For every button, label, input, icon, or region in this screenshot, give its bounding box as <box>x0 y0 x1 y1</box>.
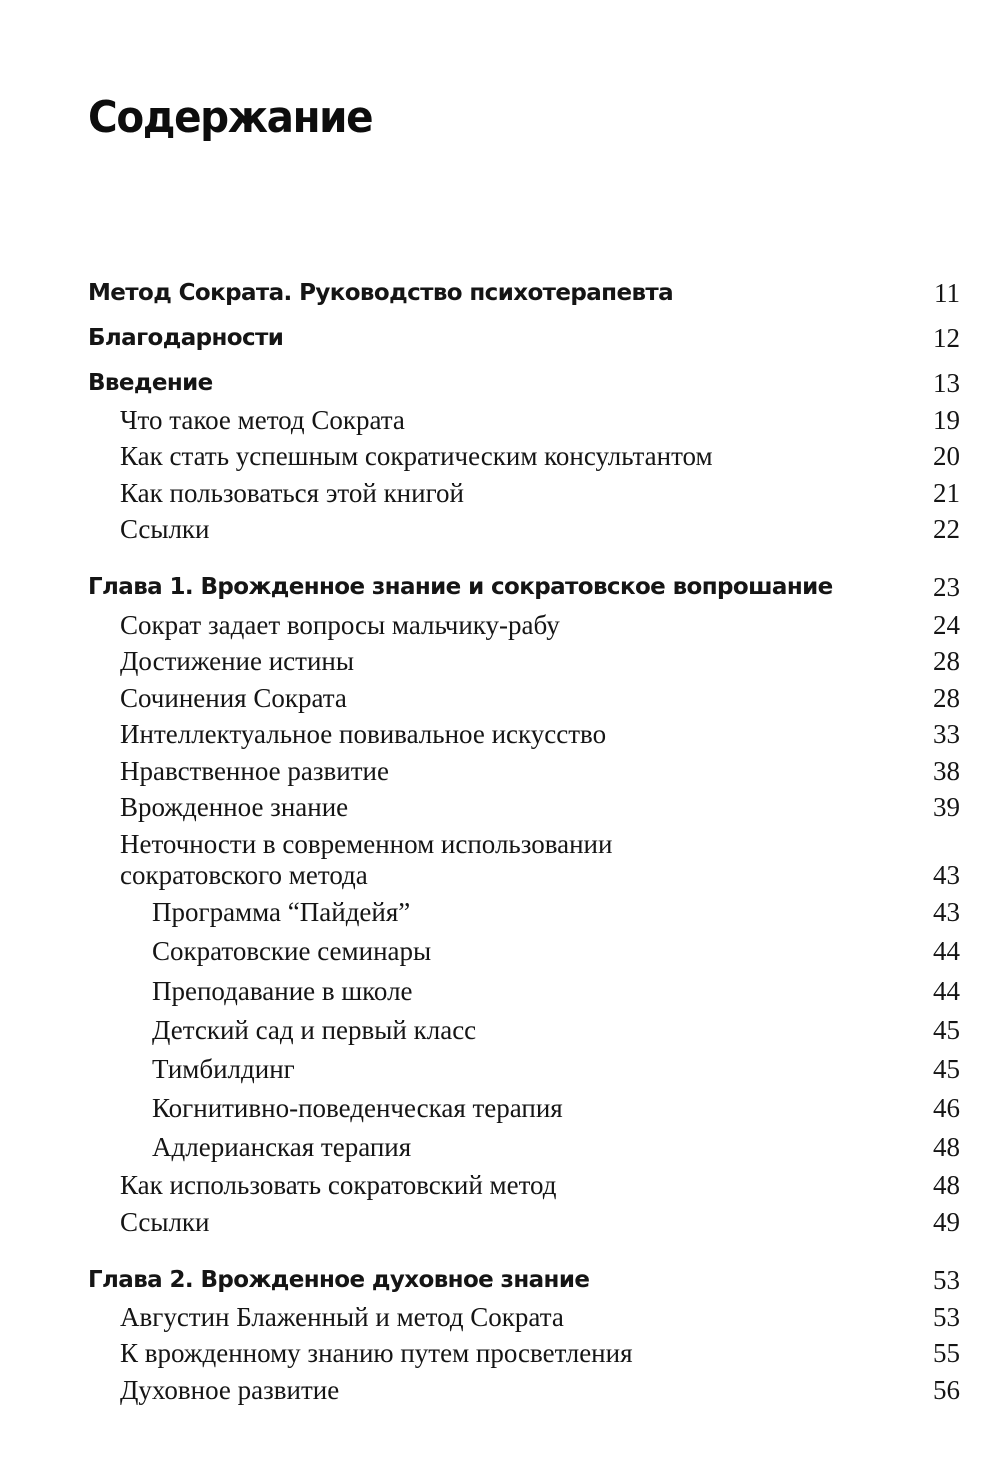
toc-page-number: 55 <box>933 1338 960 1368</box>
toc-page-number: 19 <box>933 405 960 435</box>
page-title: Содержание <box>88 92 373 143</box>
toc-page-number: 28 <box>933 646 960 676</box>
toc-page-number: 56 <box>933 1375 960 1405</box>
toc-entry-title: Преподавание в школе <box>152 976 413 1006</box>
toc-page-number: 53 <box>933 1302 960 1332</box>
toc-entry-title <box>120 829 612 891</box>
toc-page-number: 53 <box>933 1265 960 1295</box>
toc-page-number: 44 <box>933 936 960 966</box>
toc-page-number: 49 <box>933 1207 960 1237</box>
toc-entry-title: Ссылки <box>120 514 210 544</box>
toc-page-number: 39 <box>933 792 960 822</box>
toc-entry-title: Как использовать сократовский метод <box>120 1170 557 1200</box>
toc-entry-title: Как стать успешным сократическим консультантом <box>120 441 713 471</box>
toc-page-number: 48 <box>933 1132 960 1162</box>
toc-page-number: 45 <box>933 1054 960 1084</box>
toc-entry-title: Нравственное развитие <box>120 756 389 786</box>
toc-entry-title: Достижение истины <box>120 646 355 676</box>
toc-page-number: 43 <box>933 860 960 890</box>
toc-page-number: 23 <box>933 572 960 602</box>
toc-entry-title: Духовное развитие <box>120 1375 340 1405</box>
toc-page-number: 48 <box>933 1170 960 1200</box>
toc-entry-title: Что такое метод Сократа <box>120 405 405 435</box>
toc-page-number: 45 <box>933 1015 960 1045</box>
toc-entry-title: К врожденному знанию путем просветления <box>120 1338 633 1368</box>
toc-entry-title: Сократ задает вопросы мальчику-рабу <box>120 610 560 640</box>
toc-entry-title: Глава 2. Врожденное духовное знание <box>88 1267 590 1293</box>
toc-page-number: 38 <box>933 756 960 786</box>
toc-page-number: 13 <box>933 368 960 398</box>
toc-entry-title: Когнитивно-поведенческая терапия <box>152 1093 563 1123</box>
toc-page-number: 20 <box>933 441 960 471</box>
toc-entry-title: Метод Сократа. Руководство психотерапевта <box>88 280 674 306</box>
toc-entry-title: Адлерианская терапия <box>152 1132 412 1162</box>
toc-entry-title: Программа “Пайдейя” <box>152 897 411 927</box>
toc-entry-title: Благодарности <box>88 325 284 351</box>
toc-entry-title-line: Неточности в современном использовании <box>120 829 613 859</box>
toc-page-number: 43 <box>933 897 960 927</box>
toc-page-number: 46 <box>933 1093 960 1123</box>
toc-page-number: 11 <box>934 278 960 308</box>
toc-entry-title: Врожденное знание <box>120 792 349 822</box>
toc-page-number: 33 <box>933 719 960 749</box>
toc-entry-title-line: сократовского метода <box>120 860 368 890</box>
toc-page-number: 21 <box>933 478 960 508</box>
toc-page-number: 44 <box>933 976 960 1006</box>
toc-entry-title: Введение <box>88 370 213 396</box>
toc-entry-title: Интеллектуальное повивальное искусство <box>120 719 607 749</box>
toc-entry-title: Детский сад и первый класс <box>152 1015 477 1045</box>
toc-entry-title: Ссылки <box>120 1207 210 1237</box>
toc-entry-title: Сократовские семинары <box>152 936 432 966</box>
toc-entry-title: Сочинения Сократа <box>120 683 347 713</box>
toc-entry-title: Глава 1. Врожденное знание и сократовское вопрошание <box>88 574 833 600</box>
toc-page-number: 28 <box>933 683 960 713</box>
toc-entry-title: Августин Блаженный и метод Сократа <box>120 1302 564 1332</box>
toc-page-number: 12 <box>933 323 960 353</box>
toc-entry-title: Тимбилдинг <box>152 1054 295 1084</box>
toc-entry-title: Как пользоваться этой книгой <box>120 478 464 508</box>
toc-page-number: 24 <box>933 610 960 640</box>
toc-page-number: 22 <box>933 514 960 544</box>
